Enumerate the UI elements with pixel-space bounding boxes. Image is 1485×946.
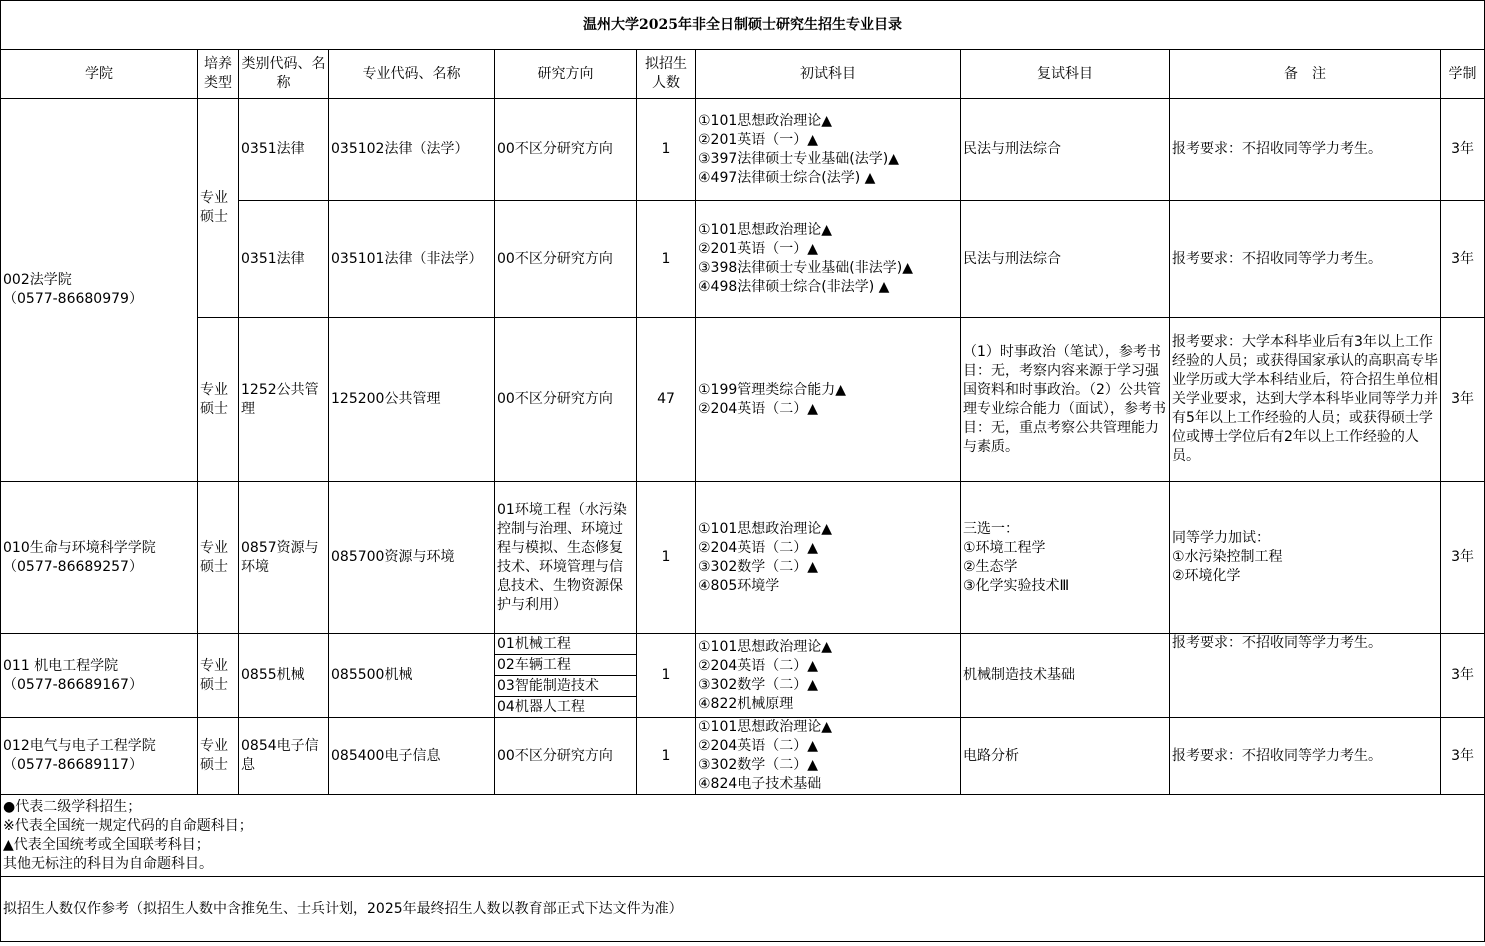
prelim-item: ③302数学（二）▲	[698, 757, 819, 773]
remarks-cell: 报考要求：不招收同等学力考生。	[1170, 99, 1441, 201]
direction-cell: 00不区分研究方向	[495, 718, 637, 795]
table-row	[1, 718, 1485, 795]
prelim-item: ③398法律硕士专业基础(非法学)▲	[698, 260, 913, 276]
duration-cell: 3年	[1441, 482, 1485, 634]
category-cell: 0857资源与环境	[239, 482, 329, 634]
category-cell: 0855机械	[239, 634, 329, 718]
major-cell: 035101法律（非法学）	[329, 201, 495, 318]
quota-cell: 1	[637, 482, 696, 634]
direction-item: 03智能制造技术	[495, 676, 636, 697]
direction-cell: 01环境工程（水污染控制与治理、环境过程与模拟、生态修复技术、环境管理与信息技术、生物资源保护与利用）	[495, 482, 637, 634]
major-cell: 085400电子信息	[329, 718, 495, 795]
major-cell: 035102法律（法学）	[329, 99, 495, 201]
table-row	[1, 634, 1485, 718]
prelim-item: ③397法律硕士专业基础(法学)▲	[698, 150, 899, 167]
prelim-item: ①101思想政治理论▲	[698, 638, 833, 655]
college-cell	[1, 482, 198, 634]
direction-cell: 00不区分研究方向	[495, 318, 637, 482]
duration-cell: 3年	[1441, 318, 1485, 482]
header-quota: 拟招生人数	[637, 50, 696, 99]
quota-cell: 47	[637, 318, 696, 482]
direction-list	[495, 634, 636, 717]
remarks-cell: 报考要求：不招收同等学力考生。	[1170, 634, 1441, 718]
prelim-item: ③302数学（二）▲	[698, 676, 819, 693]
direction-item: 02车辆工程	[495, 655, 636, 676]
note-item: 其他无标注的科目为自命题科目。	[3, 856, 213, 872]
prelim-item: ②204英语（二）▲	[698, 738, 819, 754]
prelim-item: ④498法律硕士综合(非法学) ▲	[698, 279, 890, 295]
major-cell: 085700资源与环境	[329, 482, 495, 634]
prelim-item: ②201英语（一）▲	[698, 131, 819, 148]
quota-cell: 1	[637, 99, 696, 201]
category-cell: 0351法律	[239, 99, 329, 201]
category-cell: 0351法律	[239, 201, 329, 318]
header-row	[1, 50, 1485, 99]
retest-cell: 机械制造技术基础	[961, 634, 1170, 718]
prelim-item: ①101思想政治理论▲	[698, 222, 833, 238]
retest-cell: （1）时事政治（笔试），参考书目：无，考察内容来源于学习强国资料和时事政治。（2）公共管理专业综合能力（面试），参考书目：无，重点考察公共管理能力与素质。	[961, 318, 1170, 482]
notes-cell	[1, 795, 1485, 877]
table-row	[1, 99, 1485, 201]
prelim-cell	[696, 99, 961, 201]
college-cell	[1, 99, 198, 482]
prelim-cell	[696, 201, 961, 318]
major-cell: 125200公共管理	[329, 318, 495, 482]
retest-cell	[961, 482, 1170, 634]
train-type-cell: 专业硕士	[198, 99, 239, 318]
college-phone: （0577-86689167）	[3, 676, 143, 693]
quota-cell: 1	[637, 634, 696, 718]
remarks-cell: 报考要求：大学本科毕业后有3年以上工作经验的人员；或获得国家承认的高职高专毕业学历或大学本科结业后，符合招生单位相关学业要求，达到大学本科毕业同等学力并有5年以上工作经验的人员；或获得硕士学位或博士学位后有2年以上工作经验的人员。	[1170, 318, 1441, 482]
header-retest: 复试科目	[961, 50, 1170, 99]
college-cell	[1, 718, 198, 795]
prelim-item: ②204英语（二）▲	[698, 539, 819, 556]
duration-cell: 3年	[1441, 99, 1485, 201]
prelim-item: ④822机械原理	[698, 695, 794, 712]
category-cell: 0854电子信息	[239, 718, 329, 795]
direction-cell: 00不区分研究方向	[495, 201, 637, 318]
college-name: 010生命与环境科学学院	[3, 539, 156, 556]
header-train-type: 培养类型	[198, 50, 239, 99]
header-prelim: 初试科目	[696, 50, 961, 99]
remarks-cell	[1170, 482, 1441, 634]
remarks-intro: 同等学力加试：	[1172, 530, 1270, 546]
prelim-item: ①101思想政治理论▲	[698, 520, 833, 537]
direction-item: 01机械工程	[495, 634, 636, 655]
note-item: ●代表二级学科招生；	[3, 799, 142, 815]
table-row	[1, 482, 1485, 634]
prelim-item: ④497法律硕士综合(法学) ▲	[698, 169, 876, 186]
retest-item: ②生态学	[963, 558, 1018, 575]
header-major: 专业代码、名称	[329, 50, 495, 99]
train-type-cell: 专业硕士	[198, 634, 239, 718]
retest-intro: 三选一：	[963, 520, 1019, 537]
direction-cell: 00不区分研究方向	[495, 99, 637, 201]
header-category: 类别代码、名称	[239, 50, 329, 99]
header-duration: 学制	[1441, 50, 1485, 99]
retest-item: ①环境工程学	[963, 539, 1046, 556]
college-phone: （0577-86689117）	[3, 757, 143, 773]
prelim-item: ②204英语（二）▲	[698, 400, 819, 417]
footer-note: 拟招生人数仅作参考（拟招生人数中含推免生、士兵计划，2025年最终招生人数以教育部正式下达文件为准）	[1, 877, 1485, 942]
remarks-cell: 报考要求：不招收同等学力考生。	[1170, 201, 1441, 318]
retest-cell: 民法与刑法综合	[961, 99, 1170, 201]
page-title: 温州大学2025年非全日制硕士研究生招生专业目录	[1, 1, 1485, 50]
college-name: 002法学院	[3, 272, 72, 288]
quota-cell: 1	[637, 201, 696, 318]
prelim-cell	[696, 482, 961, 634]
college-phone: （0577-86680979）	[3, 291, 143, 307]
note-item: ▲代表全国统考或全国联考科目；	[3, 837, 210, 853]
prelim-cell	[696, 718, 961, 795]
prelim-item: ④824电子技术基础	[698, 776, 822, 792]
college-name: 011 机电工程学院	[3, 657, 119, 674]
college-name: 012电气与电子工程学院	[3, 738, 156, 754]
header-remarks: 备 注	[1170, 50, 1441, 99]
retest-item: ③化学实验技术Ⅲ	[963, 577, 1070, 594]
duration-cell: 3年	[1441, 718, 1485, 795]
prelim-item: ①101思想政治理论▲	[698, 719, 833, 735]
prelim-item: ③302数学（二）▲	[698, 558, 819, 575]
retest-cell: 电路分析	[961, 718, 1170, 795]
train-type-cell: 专业硕士	[198, 718, 239, 795]
remarks-item: ②环境化学	[1172, 568, 1241, 584]
remarks-item: ①水污染控制工程	[1172, 549, 1283, 565]
direction-cell	[495, 634, 637, 718]
college-cell	[1, 634, 198, 718]
remarks-cell: 报考要求：不招收同等学力考生。	[1170, 718, 1441, 795]
prelim-item: ②204英语（二）▲	[698, 657, 819, 674]
duration-cell: 3年	[1441, 201, 1485, 318]
prelim-cell	[696, 634, 961, 718]
college-phone: （0577-86689257）	[3, 558, 143, 575]
table-row	[1, 318, 1485, 482]
footer-row	[1, 877, 1485, 942]
prelim-item: ②201英语（一）▲	[698, 241, 819, 257]
quota-cell: 1	[637, 718, 696, 795]
major-cell: 085500机械	[329, 634, 495, 718]
direction-item: 04机器人工程	[497, 699, 585, 715]
prelim-item: ①199管理类综合能力▲	[698, 381, 847, 398]
note-item: ※代表全国统一规定代码的自命题科目；	[3, 818, 253, 834]
prelim-cell	[696, 318, 961, 482]
category-cell: 1252公共管理	[239, 318, 329, 482]
header-college: 学院	[1, 50, 198, 99]
prelim-item: ④805环境学	[698, 577, 780, 594]
notes-row	[1, 795, 1485, 877]
prelim-item: ①101思想政治理论▲	[698, 112, 833, 129]
train-type-cell: 专业硕士	[198, 482, 239, 634]
header-direction: 研究方向	[495, 50, 637, 99]
train-type-cell: 专业硕士	[198, 318, 239, 482]
duration-cell: 3年	[1441, 634, 1485, 718]
retest-cell: 民法与刑法综合	[961, 201, 1170, 318]
